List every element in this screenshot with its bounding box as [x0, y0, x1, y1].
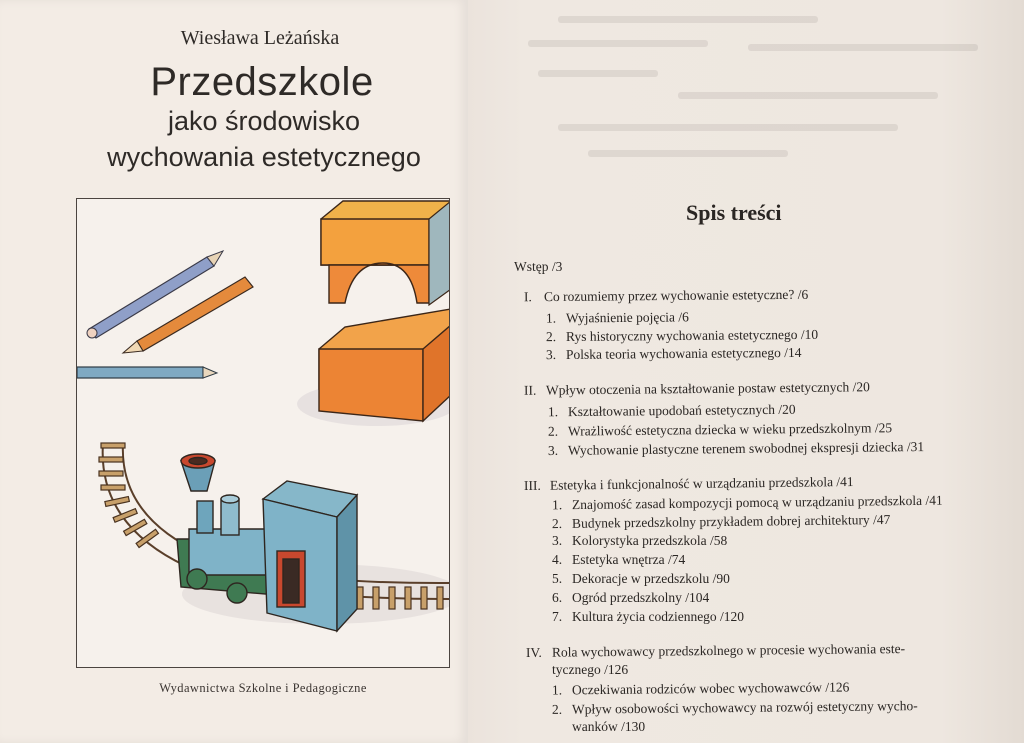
toc-section-row: 2. Budynek przedszkolny przykładem dobrej architektury /47: [551, 511, 891, 532]
arch-block-icon: [321, 201, 450, 305]
toc-chapter-row: I. Co rozumiemy przez wychowanie estetyczne? /6: [523, 286, 809, 305]
book-subtitle-line-2: wychowania estetycznego: [107, 142, 421, 172]
toc-section-row: 2. Wrażliwość estetyczna dziecka w wieku przedszkolnym /25: [547, 420, 893, 439]
toc-section-row: 1. Kształtowanie upodobań estetycznych /20: [547, 401, 796, 420]
toc-intro: Wstęp /3: [514, 259, 563, 274]
toc-section-row: 3. Polska teoria wychowania estetycznego /14: [545, 344, 802, 363]
pencil-icon: [123, 277, 253, 353]
bleed-through-text: [498, 0, 1018, 180]
toc-section-row: 1. Oczekiwania rodziców wobec wychowawców /126: [551, 679, 850, 698]
book-subtitle-line-1: jako środowisko: [167, 106, 361, 136]
toc-section-row: 2. Rys historyczny wychowania estetycznego /10: [545, 326, 819, 345]
toc-section-row: 3. Wychowanie plastyczne terenem swobodnej ekspresji dziecka /31: [547, 439, 925, 458]
publisher-name: Wydawnictwa Szkolne i Pedagogiczne: [159, 681, 367, 695]
table-of-contents-page: [468, 0, 1024, 743]
cover-illustration: [76, 198, 450, 668]
toc-section-row: 5. Dekoracje w przedszkolu /90: [552, 571, 730, 586]
toc-section-row: 3. Kolorystyka przedszkola /58: [552, 533, 728, 548]
toc-chapter-row-continued: tycznego /126: [552, 662, 629, 677]
toc-section-row-continued: wanków /130: [572, 719, 646, 734]
toc-chapter-row: II. Wpływ otoczenia na kształtowanie postaw estetycznych /20: [523, 379, 870, 398]
toc-chapter-row: IV. Rola wychowawcy przedszkolnego w procesie wychowania este-: [525, 641, 906, 660]
book-title: Przedszkole: [150, 60, 374, 104]
toc-section-row: 4. Estetyka wnętrza /74: [552, 552, 686, 567]
pencil-icon: [87, 251, 223, 338]
toc-section-row: 2. Wpływ osobowości wychowawcy na rozwój estetyczny wycho-: [551, 698, 918, 717]
author-name: Wiesława Leżańska: [180, 27, 340, 49]
toc-section-row: 7. Kultura życia codziennego /120: [552, 609, 745, 624]
pencil-icon: [77, 367, 217, 378]
toc-section-row: 1. Wyjaśnienie pojęcia /6: [545, 309, 689, 326]
toc-section-row: 6. Ogród przedszkolny /104: [552, 590, 710, 605]
block-icon: [319, 309, 450, 421]
toc-section-row: 1. Znajomość zasad kompozycji pomocą w urządzaniu przedszkola /41: [551, 492, 943, 513]
toc-chapter-row: III. Estetyka i funkcjonalność w urządzaniu przedszkola /41: [523, 473, 854, 494]
toc-title: Spis treści: [686, 200, 782, 225]
book-cover: [0, 0, 468, 743]
